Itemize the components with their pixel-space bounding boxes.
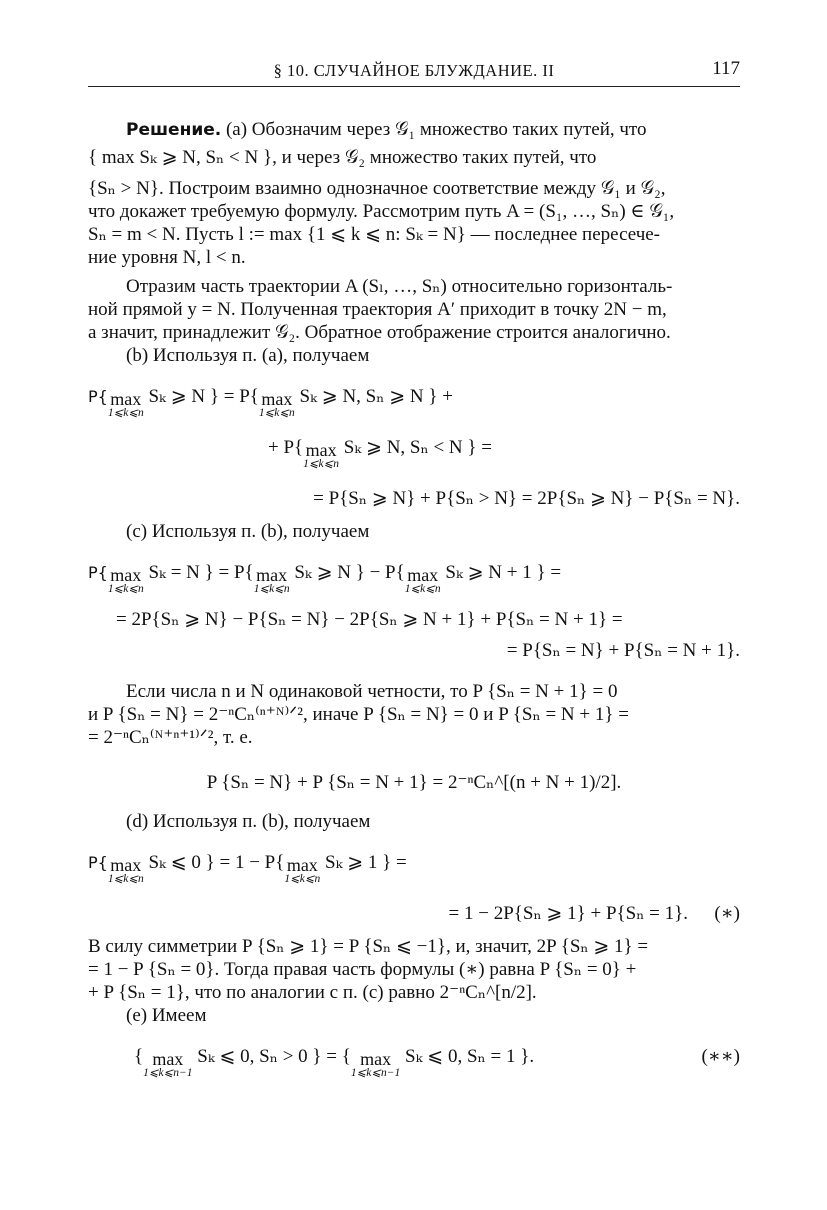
text-line: ние уровня N, l < n. xyxy=(88,247,246,268)
equation-d xyxy=(88,851,740,925)
text-line: , и через 𝒢₂ множество таких путей, что xyxy=(272,147,597,168)
text-line: ной прямой y = N. Полученная траектория A′ приходит в точку 2N − m, xyxy=(88,299,667,320)
equation-tag: (∗) xyxy=(714,903,740,924)
equation-line xyxy=(88,385,740,420)
equation-line xyxy=(88,851,740,886)
equation-b xyxy=(88,385,740,510)
text-line: + P {Sₙ = 1}, что по аналогии с п. (c) равно 2⁻ⁿCₙ^[n/2]. xyxy=(88,982,537,1003)
eq-part: Sₖ = N } = P{ xyxy=(143,562,254,583)
equation-c xyxy=(88,561,740,662)
max-operator: max 1⩽k⩽n xyxy=(303,440,340,470)
eq-part: P{ xyxy=(88,853,108,872)
page-number: 117 xyxy=(712,58,740,79)
eq-part: + P{ xyxy=(268,437,304,458)
eq-part: = 1 − 2P{Sₙ ⩾ 1} + P{Sₙ = 1}. xyxy=(448,903,688,924)
solution-line-1 xyxy=(88,118,740,142)
section-title: § 10. СЛУЧАЙНОЕ БЛУЖДАНИЕ. II xyxy=(273,61,555,80)
text-line: {Sₙ > N}. Построим взаимно однозначное соответствие между 𝒢₁ и 𝒢₂, xyxy=(88,178,666,199)
eq-part: { xyxy=(134,1046,144,1067)
equation-line xyxy=(88,1045,740,1080)
text-line: = 1 − P {Sₙ = 0}. Тогда правая часть формулы (∗) равна P {Sₙ = 0} + xyxy=(88,959,637,980)
text-line: Sₙ = m < N. Пусть l := max {1 ⩽ k ⩽ n: Sₖ = N} — последнее пересече- xyxy=(88,224,661,245)
equation-line xyxy=(88,436,740,471)
max-operator: max 1⩽k⩽n xyxy=(404,565,441,595)
text-line: Если числа n и N одинаковой четности, то P {Sₙ = N + 1} = 0 xyxy=(126,681,618,702)
eq-part: P{ xyxy=(88,387,108,406)
solution-line-2 xyxy=(88,146,740,169)
equation-line: = 2P{Sₙ ⩾ N} − P{Sₙ = N} − 2P{Sₙ ⩾ N + 1} + P{Sₙ = N + 1} = xyxy=(116,609,623,630)
max-operator: max 1⩽k⩽n xyxy=(107,565,144,595)
max-operator: max 1⩽k⩽n xyxy=(253,565,290,595)
text-line: что докажет требуемую формулу. Рассмотрим путь A = (S₁, …, Sₙ) ∈ 𝒢₁, xyxy=(88,201,675,222)
part-e-intro: (e) Имеем xyxy=(126,1005,207,1026)
equation-tag: (∗∗) xyxy=(701,1046,740,1067)
eq-part: Sₖ ⩾ N, Sₙ < N } = xyxy=(339,437,492,458)
text-line: (a) Обозначим через 𝒢₁ множество таких путей, что xyxy=(225,119,647,140)
eq-part: Sₖ ⩽ 0, Sₙ > 0 } = { xyxy=(192,1046,351,1067)
text-line: а значит, принадлежит 𝒢₂. Обратное отображение строится аналогично. xyxy=(88,322,671,343)
page-body xyxy=(88,118,740,1080)
equation-line xyxy=(88,902,740,925)
part-b-intro: (b) Используя п. (a), получаем xyxy=(126,345,370,366)
eq-part: Sₖ ⩾ N, Sₙ ⩾ N } + xyxy=(294,386,453,407)
book-page xyxy=(88,58,740,1079)
running-header xyxy=(88,58,740,87)
max-operator: max 1⩽k⩽n xyxy=(258,389,295,419)
text-line: В силу симметрии P {Sₙ ⩾ 1} = P {Sₙ ⩽ −1}, и, значит, 2P {Sₙ ⩾ 1} = xyxy=(88,936,649,957)
max-operator: max 1⩽k⩽n xyxy=(107,389,144,419)
part-c-intro: (c) Используя п. (b), получаем xyxy=(126,521,370,542)
eq-part: P{ xyxy=(88,563,108,582)
eq-part: Sₖ ⩾ N + 1 } = xyxy=(440,562,562,583)
eq-part: Sₖ ⩾ N } = P{ xyxy=(143,386,259,407)
max-operator: max 1⩽k⩽n xyxy=(107,855,144,885)
max-operator: max 1⩽k⩽n−1 xyxy=(350,1049,401,1079)
equation-p: P {Sₙ = N} + P {Sₙ = N + 1} = 2⁻ⁿCₙ^[(n + N + 1)/2]. xyxy=(206,772,622,793)
text-line: и P {Sₙ = N} = 2⁻ⁿCₙ⁽ⁿ⁺ᴺ⁾ᐟ², иначе P {Sₙ = N} = 0 и P {Sₙ = N + 1} = xyxy=(88,704,629,725)
solution-label: Решение. xyxy=(126,120,222,140)
equation-e xyxy=(88,1045,740,1080)
text-line: Отразим часть траектории A (Sₗ, …, Sₙ) относительно горизонталь- xyxy=(126,276,673,297)
equation-line: = P{Sₙ = N} + P{Sₙ = N + 1}. xyxy=(506,640,740,661)
eq-part: Sₖ ⩽ 0, Sₙ = 1 }. xyxy=(400,1046,535,1067)
equation-line: = P{Sₙ ⩾ N} + P{Sₙ > N} = 2P{Sₙ ⩾ N} − P{Sₙ = N}. xyxy=(313,488,740,509)
eq-part: Sₖ ⩾ N } − P{ xyxy=(289,562,405,583)
eq-part: Sₖ ⩾ 1 } = xyxy=(320,852,407,873)
max-operator: max 1⩽k⩽n xyxy=(284,855,321,885)
eq-part: Sₖ ⩽ 0 } = 1 − P{ xyxy=(143,852,285,873)
max-operator: max 1⩽k⩽n−1 xyxy=(143,1049,193,1079)
part-d-intro: (d) Используя п. (b), получаем xyxy=(126,811,371,832)
math-set: { max Sₖ ⩾ N, Sₙ < N } xyxy=(88,147,273,168)
equation-line xyxy=(88,561,740,596)
text-line: = 2⁻ⁿCₙ⁽ᴺ⁺ⁿ⁺¹⁾ᐟ², т. е. xyxy=(88,727,253,748)
